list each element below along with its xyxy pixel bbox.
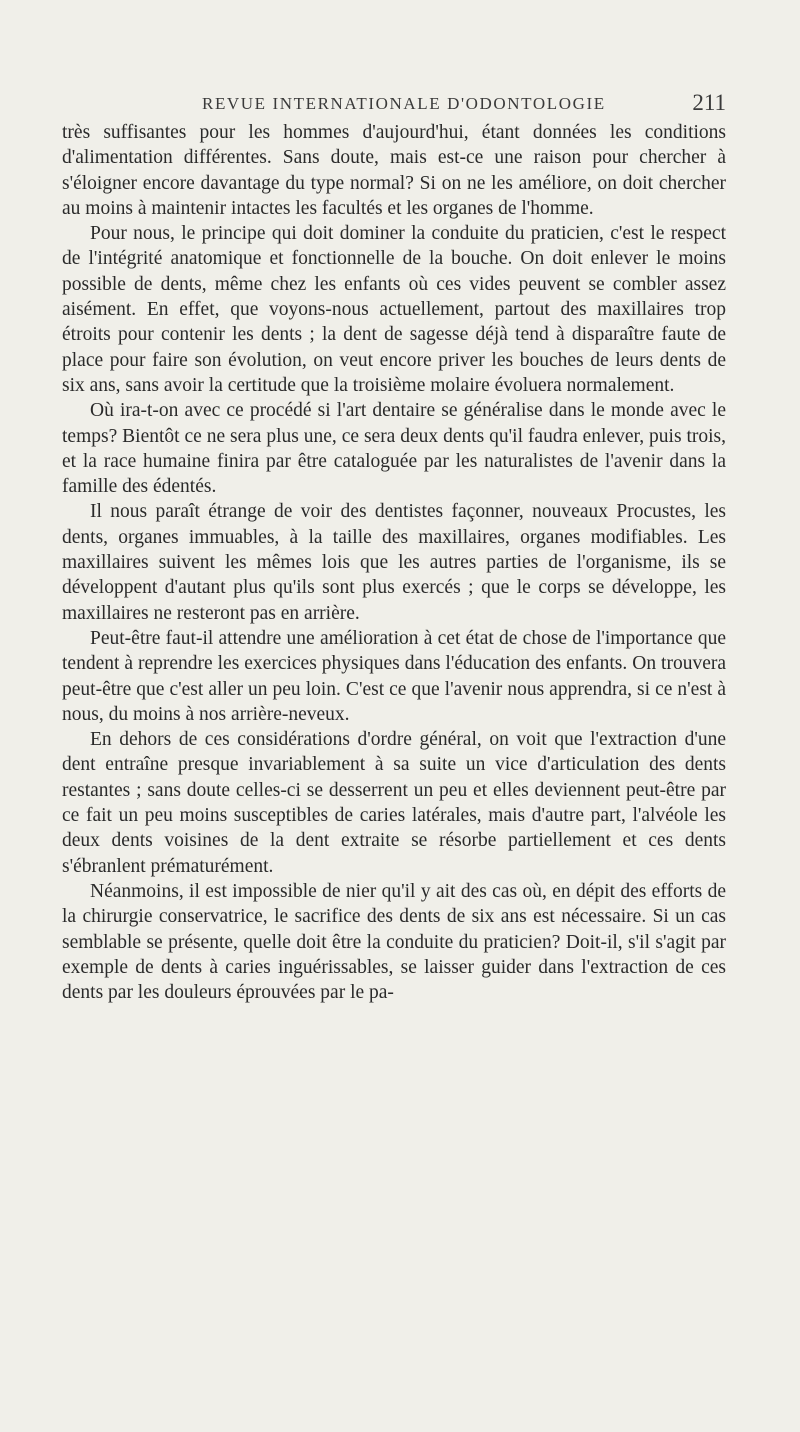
page-header xyxy=(62,88,726,118)
paragraph-2: Pour nous, le principe qui doit dominer la conduite du praticien, c'est le respect de l'intégrité anatomique et fonctionnelle de la bouche. On doit enlever le moins possible de dents, même chez les enfants où ces vides peuvent se combler assez aisément. En effet, que voyons-nous actuellement, partout des maxillaires trop étroits pour contenir les dents ; la dent de sagesse déjà tend à disparaître faute de place pour faire son évolution, on veut encore priver les bouches de leurs dents de six ans, sans avoir la certitude que la troisième molaire évoluera normalement. xyxy=(62,223,726,396)
paragraph-3: Où ira-t-on avec ce procédé si l'art dentaire se généralise dans le monde avec le temps? Bientôt ce ne sera plus une, ce sera deux dents qu'il faudra enlever, puis trois, et la race humaine finira par être cataloguée par les naturalistes de l'avenir dans la famille des édentés. xyxy=(62,400,726,498)
paragraph-7: Néanmoins, il est impossible de nier qu'il y ait des cas où, en dépit des efforts de la chirurgie conservatrice, le sacrifice des dents de six ans est nécessaire. Si un cas semblable se présente, quelle doit être la conduite du praticien? Doit-il, s'il s'agit par exemple de dents à caries inguérissables, se laisser guider dans l'extraction de ces dents par les douleurs éprouvées par le pa- xyxy=(62,880,726,1004)
paragraph-5: Peut-être faut-il attendre une amélioration à cet état de chose de l'importance que tendent à reprendre les exercices physiques dans l'éducation des enfants. On trouvera peut-être que c'est aller un peu loin. C'est ce que l'avenir nous apprendra, si ce n'est à nous, du moins à nos arrière-neveux. xyxy=(62,627,726,725)
book-page xyxy=(62,88,726,1005)
running-title: REVUE INTERNATIONALE D'ODONTOLOGIE xyxy=(202,94,606,113)
body-text xyxy=(62,120,726,1005)
page-number: 211 xyxy=(692,90,726,115)
paragraph-1: très suffisantes pour les hommes d'aujourd'hui, étant données les conditions d'alimentation différentes. Sans doute, mais est-ce une raison pour chercher à s'éloigner encore davantage du type normal? Si on ne les améliore, on doit chercher au moins à maintenir intactes les facultés et les organes de l'homme. xyxy=(62,122,726,219)
paragraph-6: En dehors de ces considérations d'ordre général, on voit que l'extraction d'une dent entraîne presque invariablement à sa suite un vice d'articulation des dents restantes ; sans doute celles-ci se desserrent un peu et elles deviennent peut-être par ce fait un peu moins susceptibles de caries latérales, mais d'autre part, l'alvéole les deux dents voisines de la dent extraite se résorbe partiellement et ces dents s'ébranlent prématurément. xyxy=(62,729,726,877)
paragraph-4: Il nous paraît étrange de voir des dentistes façonner, nouveaux Procustes, les dents, organes immuables, à la taille des maxillaires, organes modifiables. Les maxillaires suivent les mêmes lois que les autres parties de l'organisme, ils se développent d'autant plus qu'ils sont plus exercés ; que le corps se développe, les maxillaires ne resteront pas en arrière. xyxy=(62,501,726,624)
